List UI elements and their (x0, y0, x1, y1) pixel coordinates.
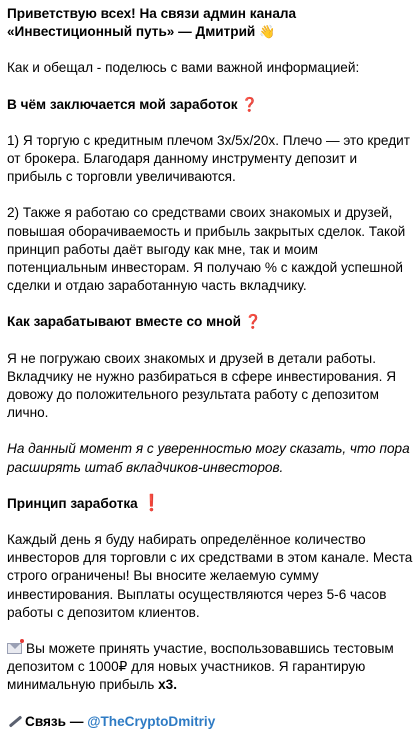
principle-paragraph: Каждый день я буду набирать определённое количество инвесторов для торговли с их средствами в этом канале. Места строго ограничены! Вы вносите желаемую сумму инвестирования. Выплаты осуществляются через 5-6 часов работы с депозитом клиентов. (7, 532, 413, 620)
section-heading-principle (7, 495, 413, 513)
question-mark-icon: ❓ (241, 96, 259, 112)
section-heading-earnings-text: В чём заключается мой заработок (7, 96, 238, 112)
details-paragraph: Я не погружаю своих знакомых и друзей в детали работы. Вкладчику не нужно разбираться в сфере инвестирования. Я довожу до положительного результата работу с депозитом лично. (7, 350, 397, 421)
intro-text: Как и обещал - поделюсь с вами важной информацией: (7, 60, 360, 76)
italic-statement: На данный момент я с уверенностью могу сказать, что пора расширять штаб вкладчиков-инвесторов. (7, 441, 410, 475)
greeting-line (7, 5, 413, 41)
contact-username-link[interactable]: @TheCryptoDmitriy (87, 713, 216, 729)
offer-paragraph (7, 640, 413, 695)
section-heading-together (7, 313, 413, 331)
section-heading-earnings (7, 96, 413, 114)
contact-label: Связь — (25, 713, 84, 729)
pen-icon (7, 715, 23, 727)
exclamation-mark-icon: ❗ (141, 494, 162, 512)
section-heading-together-text: Как зарабатывают вместе со мной (7, 314, 242, 330)
section-heading-principle-text: Принцип заработка (7, 495, 138, 511)
profit-multiplier: х3. (158, 677, 178, 693)
funds-paragraph: 2) Также я работаю со средствами своих знакомых и друзей, повышая оборачиваемость и прибыль закрытых сделок. Такой принцип работы даёт выгоду как мне, так и моим потенциальным инвесторам. Я получаю % с каждой успешной сделки и отдаю заработанную часть вкладчику. (7, 205, 406, 294)
question-mark-icon: ❓ (244, 314, 262, 330)
contact-line (7, 713, 413, 731)
greeting-text: Приветствую всех! На связи админ канала «Инвестиционный путь» — Дмитрий (7, 6, 297, 40)
offer-text: Вы можете принять участие, воспользовавшись тестовым депозитом с 1000₽ для новых участников. Я гарантирую минимальную прибыль (7, 641, 394, 693)
envelope-icon (7, 643, 22, 654)
waving-hand-icon: 👋 (259, 24, 276, 40)
leverage-paragraph: 1) Я торгую с кредитным плечом 3х/5х/20х. Плечо — это кредит от брокера. Благодаря данному инструменту депозит и прибыль с торговли увеличиваются. (7, 132, 410, 185)
